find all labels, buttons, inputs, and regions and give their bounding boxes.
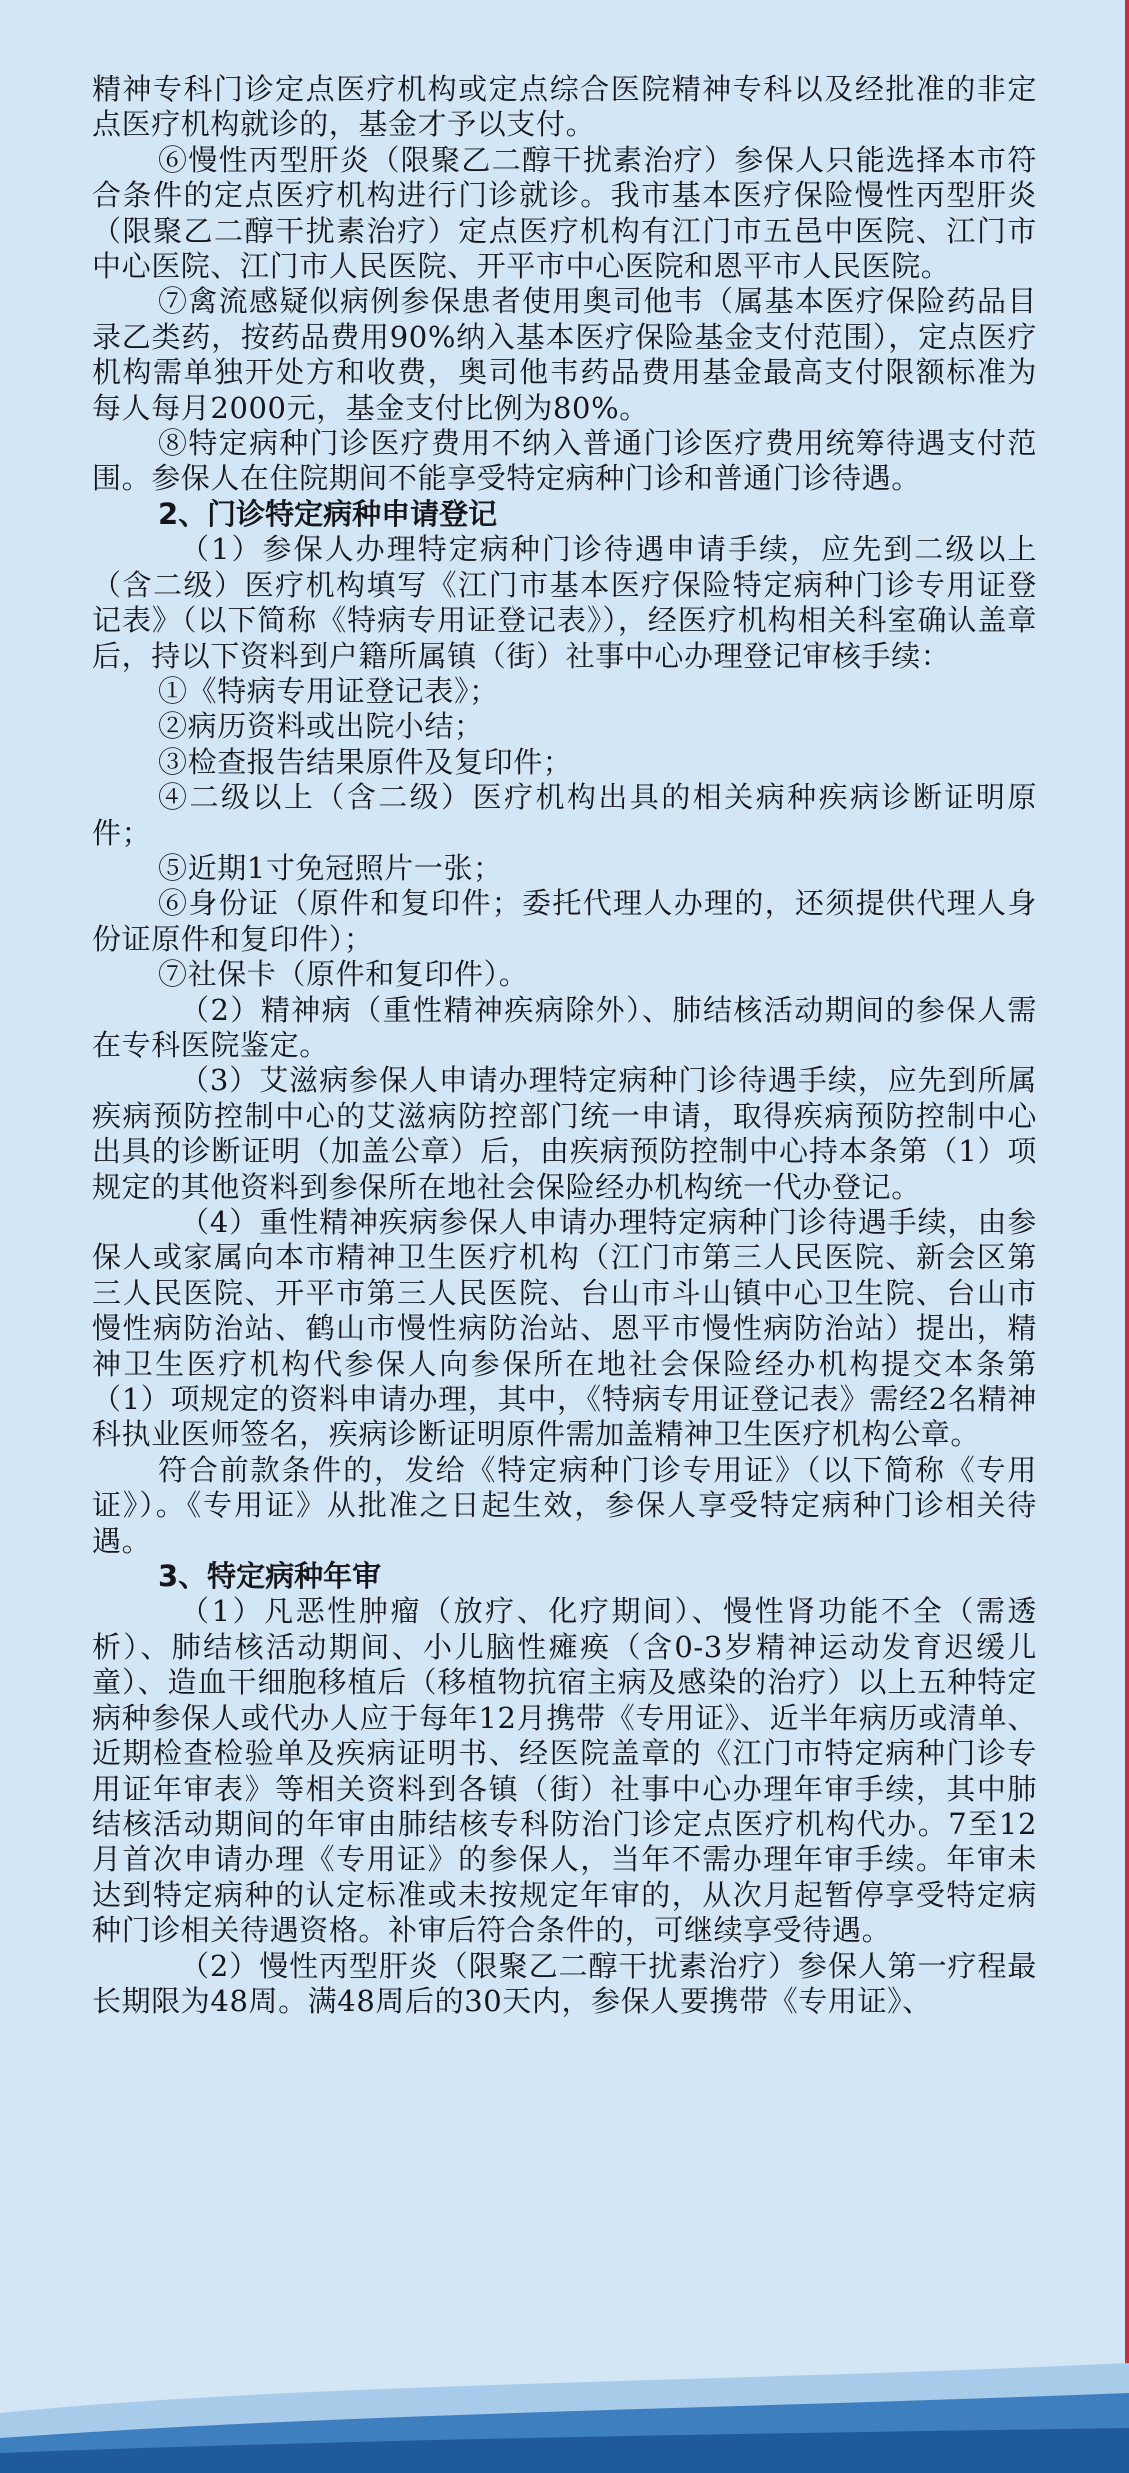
list-item: ⑥身份证（原件和复印件；委托代理人办理的，还须提供代理人身份证原件和复印件）； [92, 886, 1037, 956]
footer-wave-decoration [0, 2353, 1129, 2473]
paragraph-hepatitis-c: ⑥慢性丙型肝炎（限聚乙二醇干扰素治疗）参保人只能选择本市符合条件的定点医疗机构进行门诊就诊。我市基本医疗保险慢性丙型肝炎（限聚乙二醇干扰素治疗）定点医疗机构有江门市五邑中医院、江门市中心医院、江门市人民医院、开平市中心医院和恩平市人民医院。 [92, 142, 1037, 284]
list-item: ⑤近期1寸免冠照片一张； [158, 850, 503, 885]
paragraph-continuation: 精神专科门诊定点医疗机构或定点综合医院精神专科以及经批准的非定点医疗机构就诊的，基金才予以支付。 [92, 72, 1037, 142]
paragraph-annual-review-procedure: （1）凡恶性肿瘤（放疗、化疗期间）、慢性肾功能不全（需透析）、肺结核活动期间、小儿脑性瘫痪（含0-3岁精神运动发育迟缓儿童）、造血干细胞移植后（移植物抗宿主病及感染的治疗）以上五种特定病种参保人或代办人应于每年12月携带《专用证》、近半年病历或清单、近期检查检验单及疾病证明书、经医院盖章的《江门市特定病种门诊专用证年审表》等相关资料到各镇（街）社事中心办理年审手续，其中肺结核活动期间的年审由肺结核专科防治门诊定点医疗机构代办。7至12月首次申请办理《专用证》的参保人，当年不需办理年审手续。年审未达到特定病种的认定标准或未按规定年审的，从次月起暂停享受特定病种门诊相关待遇资格。补审后符合条件的，可继续享受待遇。 [92, 1594, 1037, 1948]
paragraph-coverage-exclusion: ⑧特定病种门诊医疗费用不纳入普通门诊医疗费用统筹待遇支付范围。参保人在住院期间不能享受特定病种门诊和普通门诊待遇。 [92, 426, 1037, 496]
section-heading-registration: 2、门诊特定病种申请登记 [158, 496, 498, 531]
section-heading-annual-review: 3、特定病种年审 [158, 1559, 382, 1594]
paragraph-avian-flu: ⑦禽流感疑似病例参保患者使用奥司他韦（属基本医疗保险药品目录乙类药，按药品费用90%纳入基本医疗保险基金支付范围），定点医疗机构需单独开处方和收费，奥司他韦药品费用基金最高支付限额标准为每人每月2000元，基金支付比例为80%。 [92, 284, 1037, 425]
list-item: ④二级以上（含二级）医疗机构出具的相关病种疾病诊断证明原件； [92, 780, 1037, 850]
paragraph-aids-application: （3）艾滋病参保人申请办理特定病种门诊待遇手续，应先到所属疾病预防控制中心的艾滋病防控部门统一申请，取得疾病预防控制中心出具的诊断证明（加盖公章）后，由疾病预防控制中心持本条第（1）项规定的其他资料到参保所在地社会保险经办机构统一代办登记。 [92, 1063, 1037, 1204]
paragraph-psychiatric-assessment: （2）精神病（重性精神疾病除外）、肺结核活动期间的参保人需在专科医院鉴定。 [92, 992, 1037, 1062]
list-item: ⑦社保卡（原件和复印件）。 [158, 957, 529, 992]
document-body [92, 72, 1037, 2019]
list-item: ②病历资料或出院小结； [158, 709, 484, 744]
list-item: ①《特病专用证登记表》； [158, 673, 499, 708]
paragraph-hepatitis-c-course: （2）慢性丙型肝炎（限聚乙二醇干扰素治疗）参保人第一疗程最长期限为48周。满48周后的30天内，参保人要携带《专用证》、 [92, 1948, 1037, 2018]
list-item: ③检查报告结果原件及复印件； [158, 744, 573, 779]
right-edge-stripe [1125, 0, 1129, 2473]
paragraph-registration-procedure: （1）参保人办理特定病种门诊待遇申请手续，应先到二级以上（含二级）医疗机构填写《江门市基本医疗保险特定病种门诊专用证登记表》（以下简称《特病专用证登记表》），经医疗机构相关科室确认盖章后，持以下资料到户籍所属镇（街）社事中心办理登记审核手续： [92, 532, 1037, 673]
paragraph-mental-illness-application: （4）重性精神疾病参保人申请办理特定病种门诊待遇手续，由参保人或家属向本市精神卫生医疗机构（江门市第三人民医院、新会区第三人民医院、开平市第三人民医院、台山市斗山镇中心卫生院、台山市慢性病防治站、鹤山市慢性病防治站、恩平市慢性病防治站）提出，精神卫生医疗机构代参保人向参保所在地社会保险经办机构提交本条第（1）项规定的资料申请办理，其中，《特病专用证登记表》需经2名精神科执业医师签名，疾病诊断证明原件需加盖精神卫生医疗机构公章。 [92, 1205, 1037, 1452]
paragraph-certificate-issuance: 符合前款条件的，发给《特定病种门诊专用证》（以下简称《专用证》）。《专用证》从批准之日起生效，参保人享受特定病种门诊相关待遇。 [92, 1452, 1037, 1558]
